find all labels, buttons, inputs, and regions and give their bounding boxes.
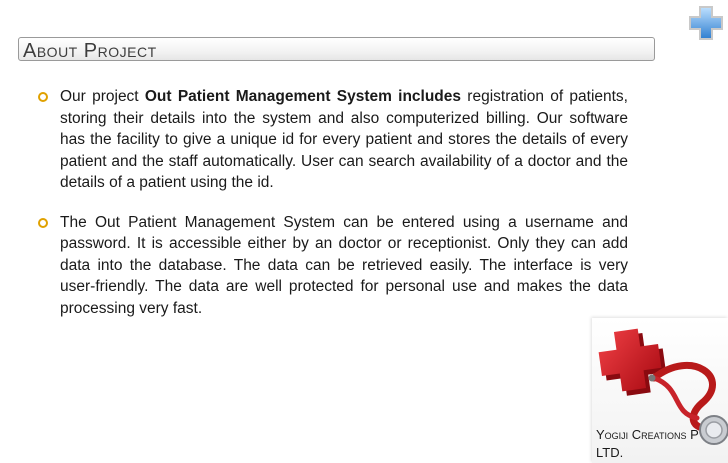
bullet-marker-icon (38, 92, 48, 102)
bullet-item-2 (38, 212, 628, 320)
company-line-2: LTD. (596, 445, 624, 460)
bullet-item-1 (38, 86, 628, 194)
medical-cross-icon (688, 5, 724, 41)
bullet-text-2: The Out Patient Management System can be entered using a username and password. It is accessible either by an doctor or receptionist. Only they can add data into the database. The data can be retrieved easily. The interface is very user-friendly. The data are well protected for personal use and makes the data processing very fast. (60, 213, 628, 317)
bullet-list (38, 86, 628, 337)
slide-title: About Project (23, 40, 157, 62)
company-name (596, 426, 699, 462)
bullet-1-intro: Our project (60, 88, 145, 105)
bullet-1-rest: registration of patients, storing their details into the system and also computerized billing. Our software has the facility to give a unique id for every patient and stores the details of every patient and the staff automatically. User can search availability of a doctor and the details of a patient using the id. (60, 88, 628, 191)
bullet-text-1 (60, 86, 628, 194)
bullet-marker-icon (38, 218, 48, 228)
bullet-1-bold: Out Patient Management System includes (144, 88, 462, 105)
company-line-1: Yogiji Creations P (596, 427, 699, 442)
